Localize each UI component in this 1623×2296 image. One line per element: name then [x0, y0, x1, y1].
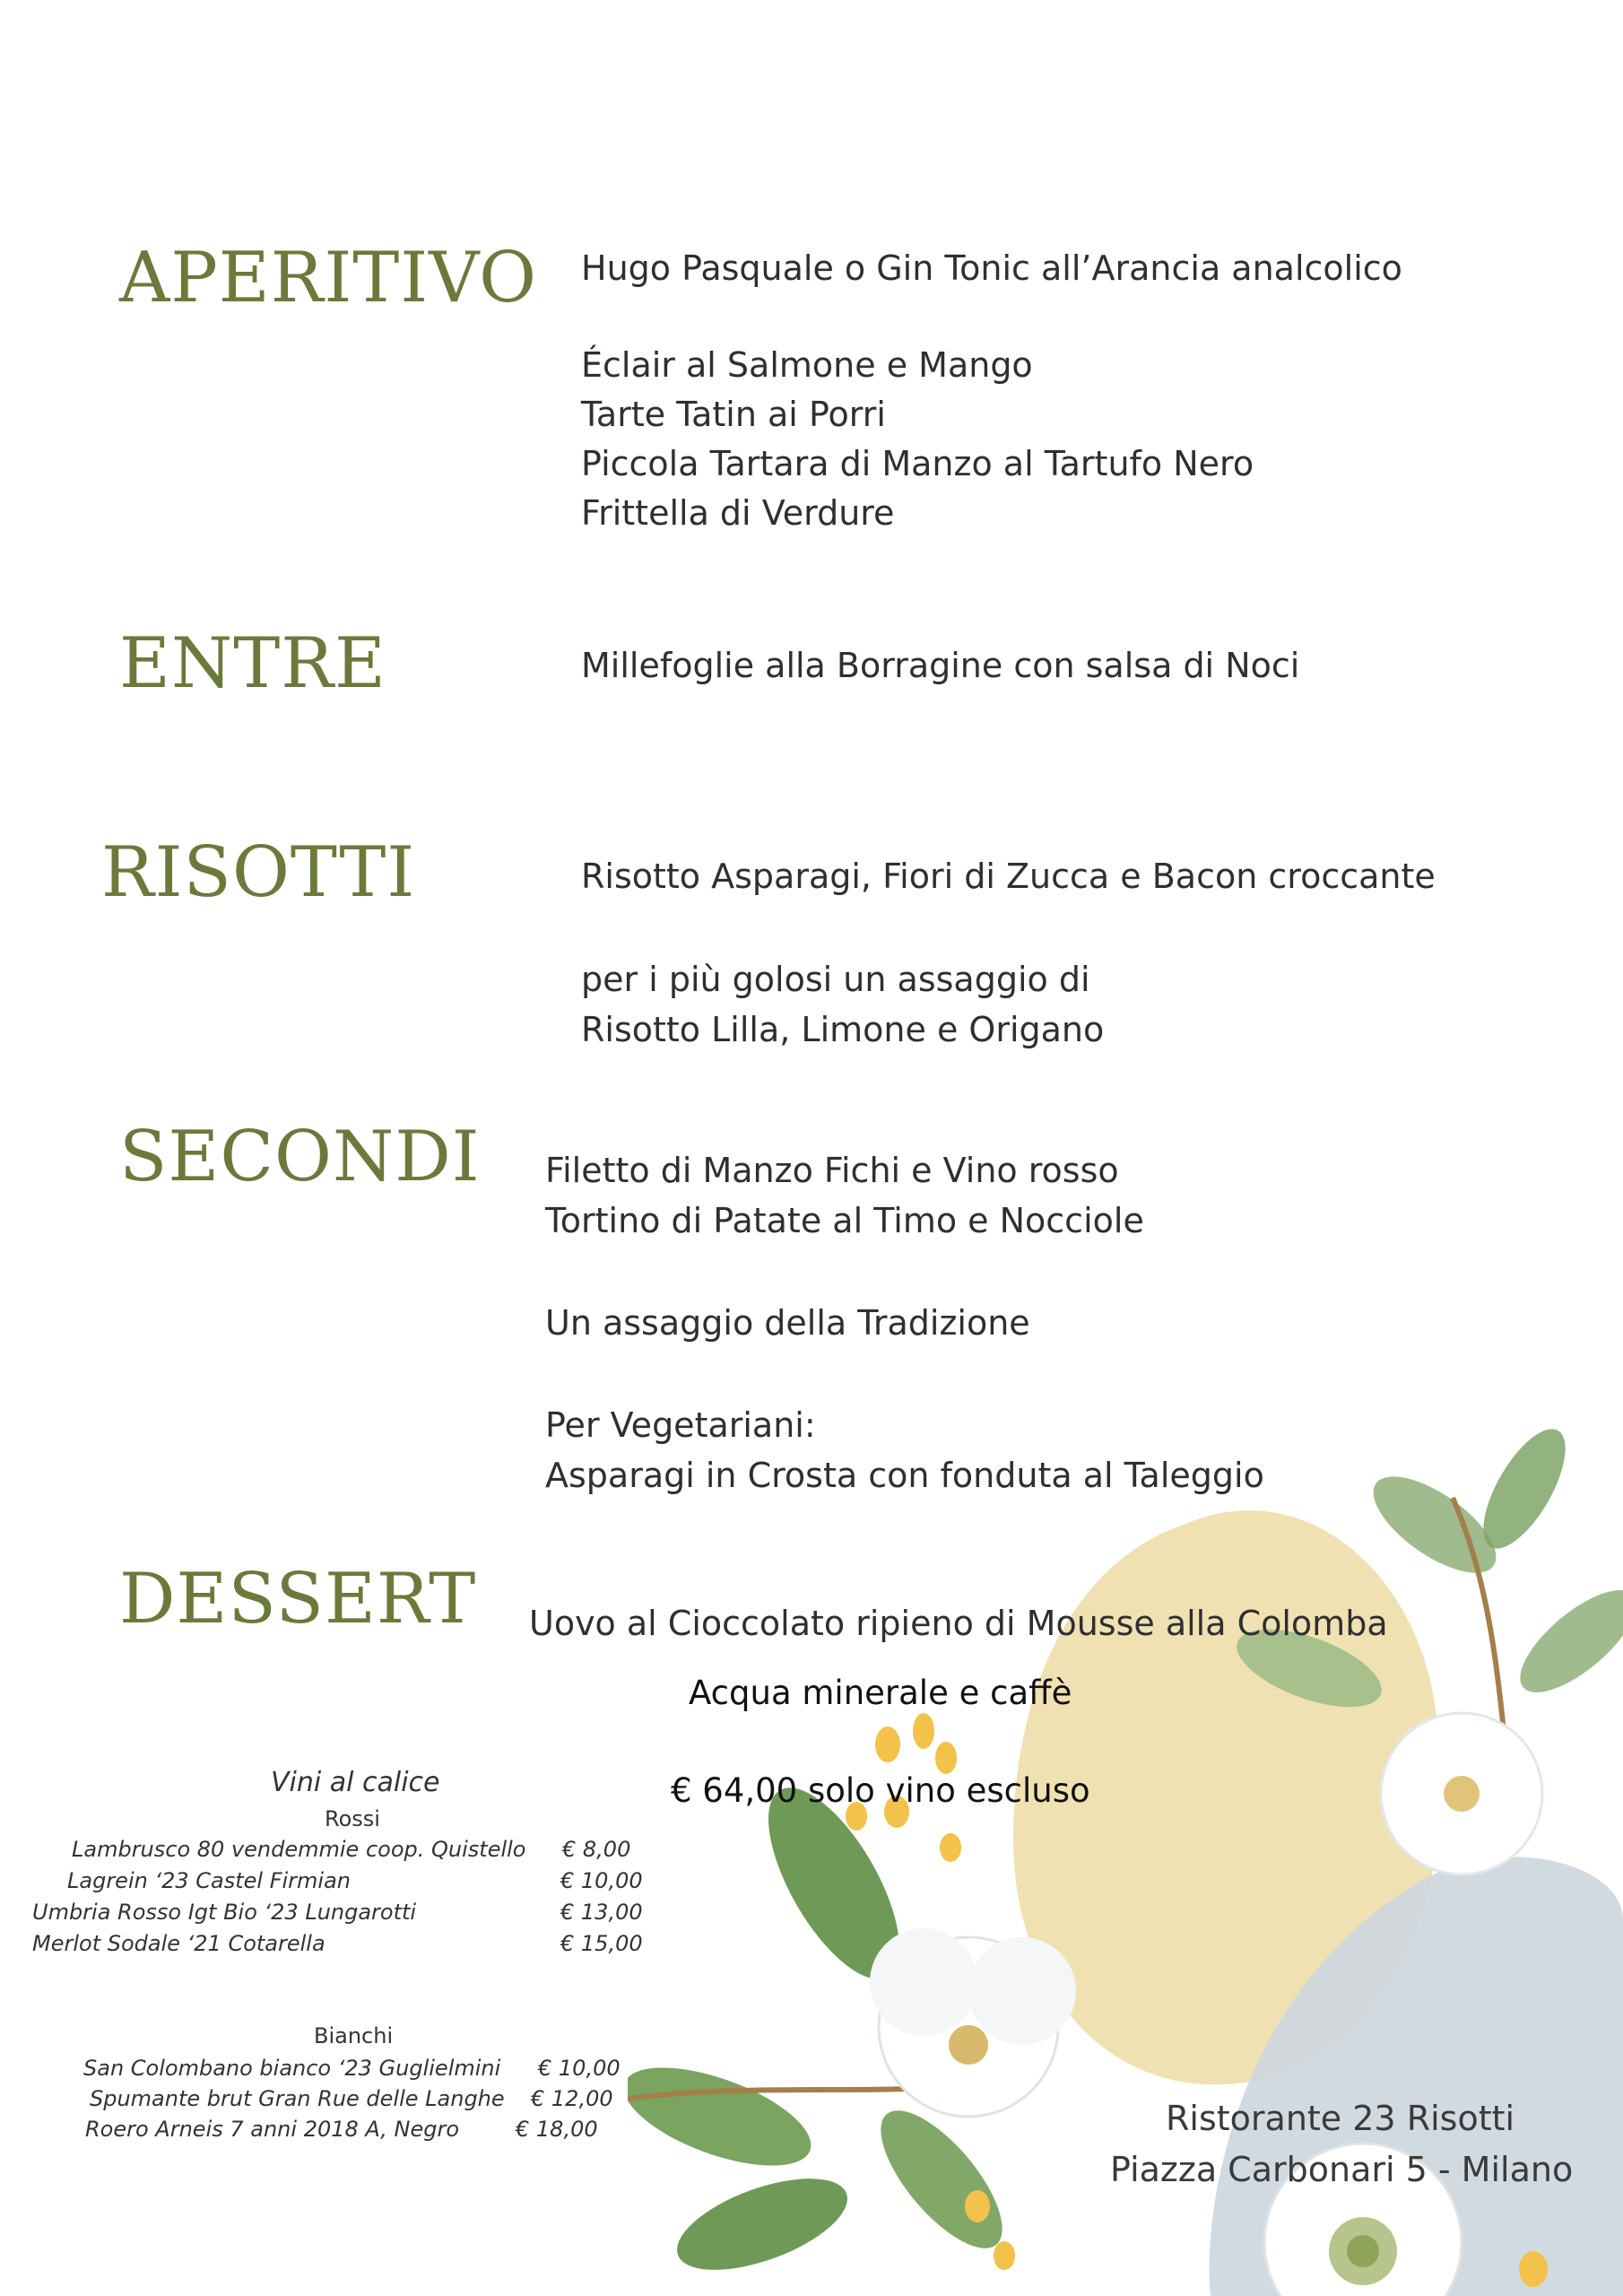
wine-row-price: € 18,00: [516, 2117, 598, 2142]
risotti-item: Risotto Lilla, Limone e Origano: [581, 1010, 1105, 1049]
entre-item: Millefoglie alla Borragine con salsa di Noci: [581, 646, 1300, 685]
wine-row-name: Spumante brut Gran Rue delle Langhe: [90, 2086, 505, 2111]
risotti-item: Risotto Asparagi, Fiori di Zucca e Bacon croccante: [581, 857, 1436, 896]
aperitivo-item: Piccola Tartara di Manzo al Tartufo Nero: [581, 444, 1254, 483]
restaurant-address: Piazza Carbonari 5 - Milano: [1110, 2150, 1574, 2189]
aperitivo-drink: Hugo Pasquale o Gin Tonic all’Arancia analcolico: [581, 248, 1402, 288]
section-title-dessert: DESSERT: [119, 1559, 477, 1639]
wine-row-name: Roero Arneis 7 anni 2018 A, Negro: [85, 2117, 460, 2142]
aperitivo-item: Tarte Tatin ai Porri: [581, 395, 886, 434]
secondi-item: Per Vegetariani:: [545, 1405, 816, 1445]
aperitivo-item: Frittella di Verdure: [581, 493, 895, 533]
aperitivo-item: Éclair al Salmone e Mango: [581, 345, 1033, 385]
wine-row-price: € 10,00: [538, 2056, 621, 2081]
section-title-aperitivo: APERITIVO: [119, 238, 538, 318]
leaf-icon: [861, 2092, 1022, 2266]
menu-price: € 64,00 solo vino escluso: [671, 1771, 1090, 1810]
wines-rossi-label: Rossi: [325, 1806, 380, 1831]
wines-title: Vini al calice: [271, 1767, 440, 1798]
section-title-risotti: RISOTTI: [101, 832, 416, 913]
wine-row-name: Lambrusco 80 vendemmie coop. Quistello: [72, 1837, 526, 1862]
water-coffee-note: Acqua minerale e caffè: [689, 1674, 1072, 1712]
dessert-item: Uovo al Cioccolato ripieno di Mousse alla Colomba: [529, 1604, 1388, 1643]
secondi-item: Tortino di Patate al Timo e Nocciole: [545, 1201, 1144, 1240]
wine-row-price: € 8,00: [562, 1837, 631, 1862]
secondi-item: Asparagi in Crosta con fonduta al Taleggio: [545, 1456, 1264, 1495]
section-title-secondi: SECONDI: [119, 1117, 481, 1197]
white-flower-icon: [1381, 1713, 1542, 1874]
wine-row-name: San Colombano bianco ‘23 Guglielmini: [83, 2056, 501, 2081]
wine-row-price: € 12,00: [531, 2086, 613, 2111]
wine-row-name: Merlot Sodale ‘21 Cotarella: [32, 1931, 325, 1956]
secondi-item: Filetto di Manzo Fichi e Vino rosso: [545, 1151, 1119, 1190]
risotti-item: per i più golosi un assaggio di: [581, 960, 1090, 999]
wine-row-price: € 15,00: [560, 1931, 643, 1956]
restaurant-name: Ristorante 23 Risotti: [1166, 2099, 1515, 2138]
leaf-icon: [665, 2160, 858, 2289]
leaf-icon: [628, 2048, 823, 2186]
wines-bianchi-label: Bianchi: [314, 2023, 394, 2048]
wine-row-name: Lagrein ‘23 Castel Firmian: [67, 1868, 351, 1893]
secondi-item: Un assaggio della Tradizione: [545, 1303, 1030, 1343]
section-title-entre: ENTRE: [119, 623, 386, 704]
wine-row-price: € 13,00: [560, 1900, 643, 1925]
wine-row-price: € 10,00: [560, 1868, 643, 1893]
wine-row-name: Umbria Rosso Igt Bio ‘23 Lungarotti: [32, 1900, 417, 1925]
leaf-icon: [1505, 1573, 1623, 1709]
